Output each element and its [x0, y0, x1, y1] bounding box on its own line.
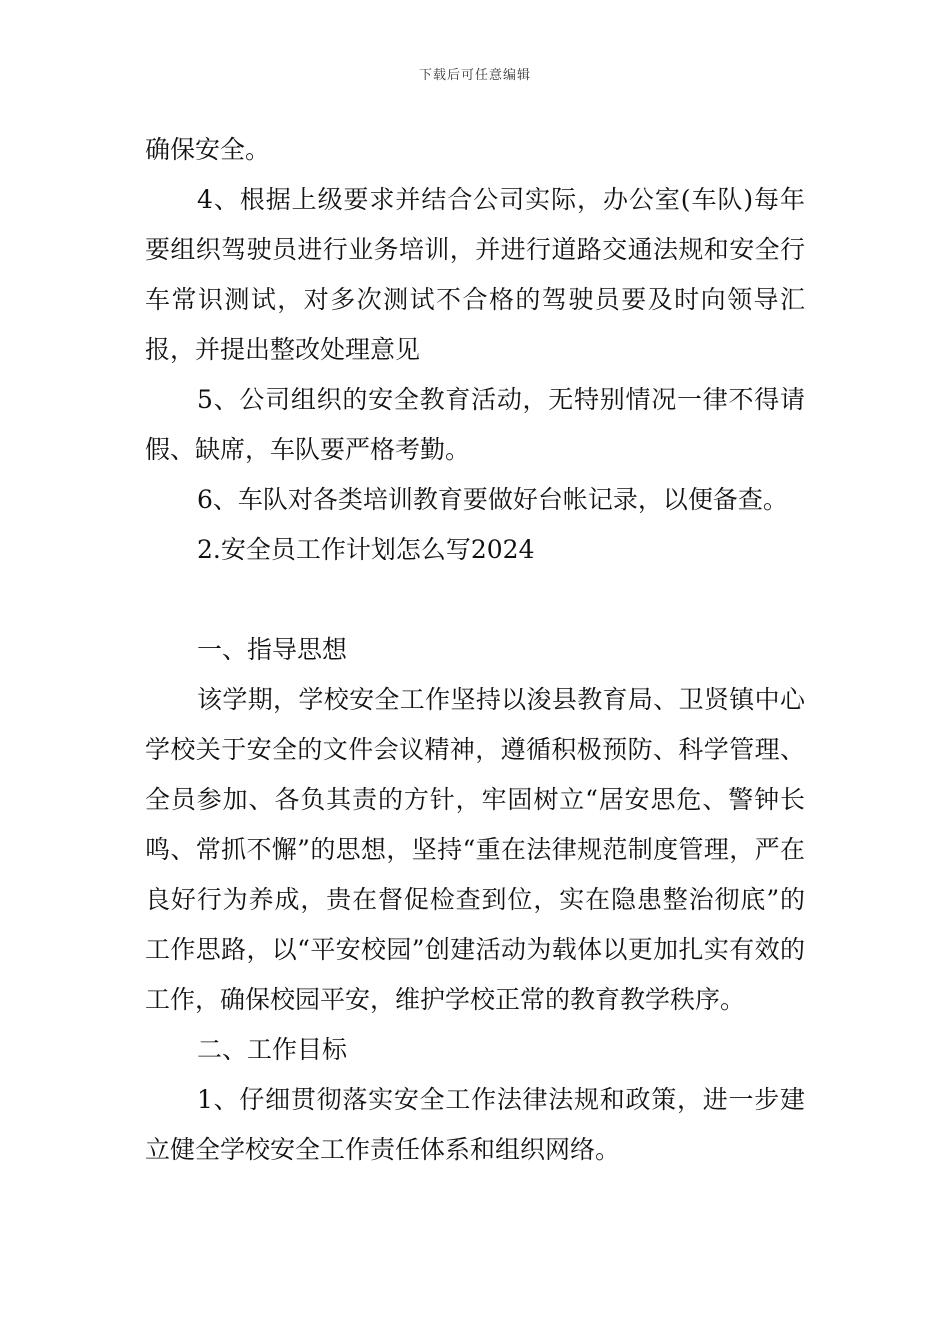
paragraph-item-6: 6、车队对各类培训教育要做好台帐记录，以便备查。: [197, 485, 788, 514]
heading-work-goals: 二、工作目标: [197, 1035, 348, 1064]
download-note-header: 下载后可任意编辑: [418, 68, 531, 83]
paragraph-item-5: 5、公司组织的安全教育活动，无特别情况一律不得请假、缺席，车队要严格考勤。: [145, 385, 805, 464]
section-heading-2: 2.安全员工作计划怎么写2024: [197, 535, 535, 564]
blank-line: [145, 575, 805, 625]
heading-guiding-ideology: 一、指导思想: [197, 635, 348, 664]
paragraph-goal-1: 1、仔细贯彻落实安全工作法律法规和政策，进一步建立健全学校安全工作责任体系和组织网络。: [145, 1085, 805, 1164]
paragraph-item-4: 4、根据上级要求并结合公司实际，办公室(车队)每年要组织驾驶员进行业务培训，并进行道路交通法规和安全行车常识测试，对多次测试不合格的驾驶员要及时向领导汇报，并提出整改处理意见: [145, 185, 805, 364]
document-body: [145, 125, 805, 1175]
paragraph-ensure-safety: 确保安全。: [145, 135, 271, 164]
paragraph-guiding-ideology: 该学期，学校安全工作坚持以浚县教育局、卫贤镇中心学校关于安全的文件会议精神，遵循积极预防、科学管理、全员参加、各负其责的方针，牢固树立“居安思危、警钟长鸣、常抓不懈”的思想，坚持“重在法律规范制度管理，严在良好行为养成，贵在督促检查到位，实在隐患整治彻底”的工作思路，以“平安校园”创建活动为载体以更加扎实有效的工作，确保校园平安，维护学校正常的教育教学秩序。: [145, 685, 805, 1014]
